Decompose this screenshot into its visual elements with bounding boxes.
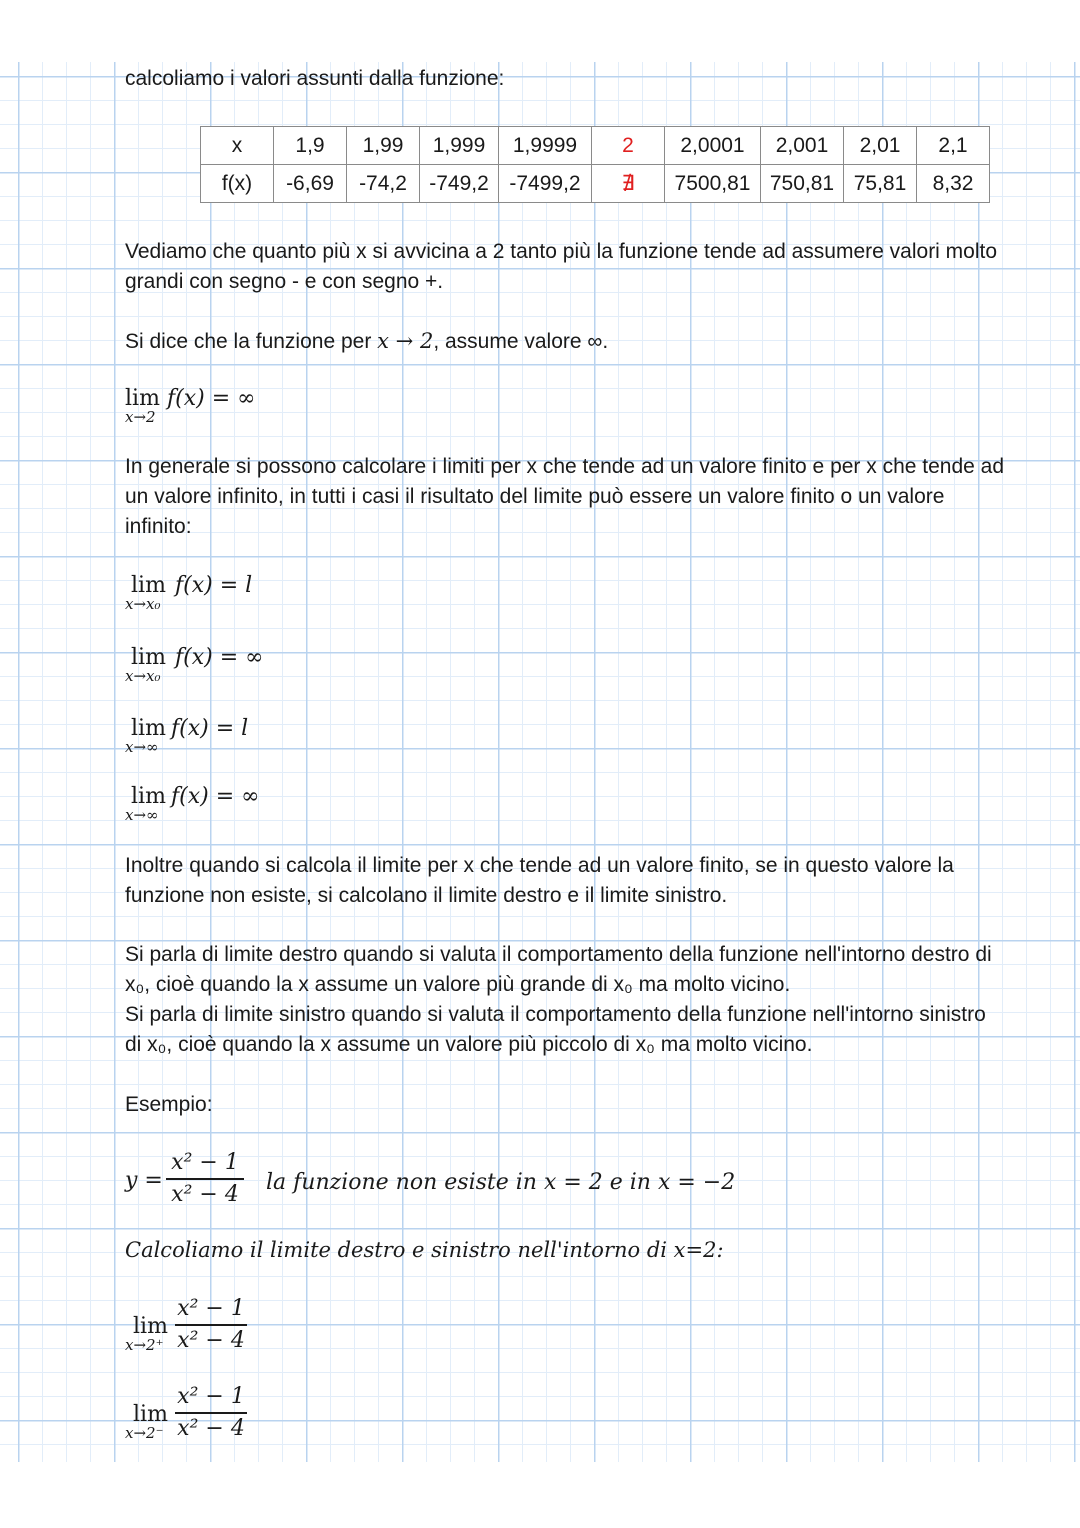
table-cell: -749,2 [420,165,499,203]
lim-expression: f(x) = l [171,716,249,741]
table-cell: 1,999 [420,127,499,165]
table-header-fx: f(x) [201,165,274,203]
table-cell: 2,0001 [665,127,761,165]
lim-subscript: x→∞ [125,806,159,824]
table-cell: 8,32 [917,165,990,203]
table-header-x: x [201,127,274,165]
lim-subscript: x→x₀ [125,667,161,685]
paragraph-line: grandi con segno - e con segno +. [125,270,444,293]
table-cell: 1,9999 [499,127,592,165]
fraction-bar [175,1412,247,1414]
lim-subscript: x→2⁻ [125,1424,164,1442]
lim-expression: f(x) = ∞ [171,784,260,809]
table-row-x [201,127,990,165]
table-cell: -74,2 [347,165,420,203]
lim-word: lim [131,645,166,670]
table-cell: 7500,81 [665,165,761,203]
lim-word: lim [131,573,166,598]
fraction-bar [166,1178,244,1180]
limit-left [125,1384,265,1448]
paragraph-line: Si parla di limite sinistro quando si valuta il comportamento della funzione nell'intorno sinistro [125,1003,986,1026]
table-cell: 2,001 [761,127,844,165]
paragraph-line: Si parla di limite destro quando si valuta il comportamento della funzione nell'intorno destro di [125,943,992,966]
limit-fraction [175,1384,247,1442]
paragraph-line: un valore infinito, in tutti i casi il risultato del limite può essere un valore finito o un valore [125,485,945,508]
limit-right [125,1296,265,1360]
paragraph-line: Vediamo che quanto più x si avvicina a 2 tanto più la funzione tende ad assumere valori molto [125,240,998,263]
lim-word: lim [125,386,160,411]
table-cell-highlight: ∄ [592,165,665,203]
table-cell: 2,1 [917,127,990,165]
fraction-denominator: x² − 4 [171,1181,239,1207]
fraction-bar [175,1324,247,1326]
table-cell: 1,99 [347,127,420,165]
paragraph-line: infinito: [125,515,192,538]
fraction-numerator: x² − 1 [177,1296,245,1321]
table-cell: -6,69 [274,165,347,203]
limit-general [125,716,325,766]
table-cell-highlight: 2 [592,127,665,165]
lim-expression: f(x) = ∞ [167,386,256,411]
table-cell: 75,81 [844,165,917,203]
example-lhs: y = [125,1168,163,1193]
table-cell: 1,9 [274,127,347,165]
limit-main [125,386,325,436]
example-label: Esempio: [125,1093,213,1116]
lim-subscript: x→2 [125,408,156,426]
statement-suffix: , assume valore ∞. [433,330,609,353]
lim-subscript: x→∞ [125,738,159,756]
lim-expression: f(x) = ∞ [175,645,264,670]
calc-line: Calcoliamo il limite destro e sinistro nell'intorno di x=2: [125,1238,724,1262]
paragraph-line: di x₀, cioè quando la x assume un valore più piccolo di x₀ ma molto vicino. [125,1033,813,1056]
paragraph-line: x₀, cioè quando la x assume un valore più grande di x₀ ma molto vicino. [125,973,791,996]
intro-line: calcoliamo i valori assunti dalla funzione: [125,67,505,90]
lim-word: lim [131,784,166,809]
limit-fraction [175,1296,247,1354]
statement-prefix: Si dice che la funzione per [125,330,378,353]
fraction-denominator: x² − 4 [177,1327,245,1353]
table-cell: 750,81 [761,165,844,203]
limit-general [125,784,325,834]
table-cell: -7499,2 [499,165,592,203]
lim-subscript: x→2⁺ [125,1336,164,1354]
paragraph-line: In generale si possono calcolare i limiti per x che tende ad un valore finito e per x che tende ad [125,455,1005,478]
lim-expression: f(x) = l [175,573,253,598]
statement-math: x → 2 [377,329,434,353]
lim-word: lim [133,1402,168,1427]
limit-general [125,645,325,695]
paragraph-limit-statement [125,326,608,357]
example-fraction [166,1150,244,1208]
table-row-fx [201,165,990,203]
paragraph-line: funzione non esiste, si calcolano il limite destro e il limite sinistro. [125,884,728,907]
values-table [200,126,990,203]
example-note: la funzione non esiste in x = 2 e in x = −2 [266,1170,736,1195]
paragraph-line: Inoltre quando si calcola il limite per x che tende ad un valore finito, se in questo valore la [125,854,954,877]
limit-general [125,573,325,623]
table-cell: 2,01 [844,127,917,165]
fraction-numerator: x² − 1 [171,1150,239,1175]
fraction-numerator: x² − 1 [177,1384,245,1409]
lim-word: lim [133,1314,168,1339]
lim-subscript: x→x₀ [125,595,161,613]
lim-word: lim [131,716,166,741]
fraction-denominator: x² − 4 [177,1415,245,1441]
